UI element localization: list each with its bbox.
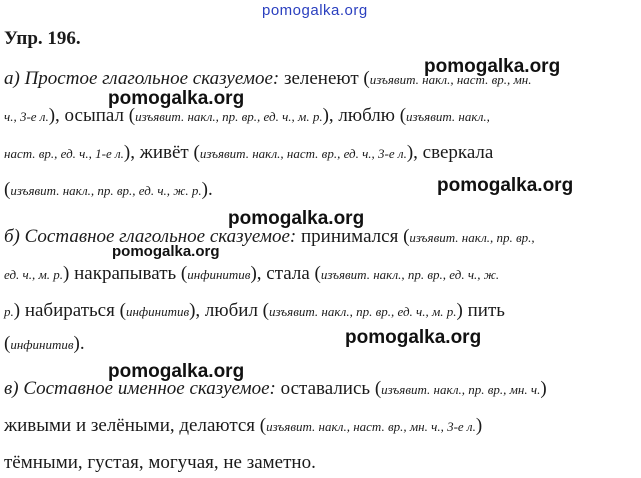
section-label-c: в) Составное именное сказуемое:: [4, 378, 276, 399]
grammar-note: изъявит. накл., пр. вр., ед. ч., ж.: [320, 267, 500, 282]
grammar-note: изъявит. накл., пр. вр., ед. ч., м. р.: [269, 304, 457, 319]
text-run: ), любил (: [189, 300, 270, 321]
watermark: pomogalka.org: [112, 243, 220, 260]
text-run: ) пить: [456, 300, 505, 321]
grammar-note: инфинитив: [187, 267, 251, 282]
text-run: зеленеют (: [279, 68, 370, 89]
text-run: ), осыпал (: [48, 105, 136, 126]
watermark-top: pomogalka.org: [262, 2, 368, 19]
grammar-note: наст. вр., ед. ч., 1-е л.: [4, 146, 124, 161]
grammar-note: ед. ч., м. р.: [4, 267, 64, 282]
text-line: [4, 329, 635, 359]
text-run: ).: [201, 179, 213, 200]
text-run: ), люблю (: [322, 105, 407, 126]
text-line: [4, 138, 635, 168]
grammar-note: ч., 3-е л.: [4, 109, 49, 124]
text-run: ): [540, 378, 547, 399]
text-run: ) набираться (: [13, 300, 126, 321]
watermark: pomogalka.org: [345, 327, 482, 348]
text-run: ): [475, 415, 483, 436]
text-run: ).: [73, 333, 85, 354]
text-run: живыми и зелёными, делаются (: [4, 415, 267, 436]
watermark: pomogalka.org: [424, 56, 561, 77]
exercise-title: Упр. 196.: [4, 28, 81, 49]
text-line: [4, 259, 635, 289]
text-line: [4, 411, 635, 441]
text-line: [4, 296, 635, 326]
grammar-note: изъявит. накл., пр. вр., ед. ч., м. р.: [135, 109, 323, 124]
text-line: [4, 374, 635, 404]
grammar-note: изъявит. накл., пр. вр., ед. ч., ж. р.: [10, 183, 202, 198]
grammar-note: инфинитив: [10, 337, 74, 352]
text-line: [4, 448, 635, 478]
grammar-note: изъявит. накл., наст. вр., мн.: [369, 72, 532, 87]
text-run: принимался (: [296, 226, 410, 247]
watermark: pomogalka.org: [437, 175, 574, 196]
text-run: (: [4, 333, 11, 354]
text-run: ), сверкала: [406, 142, 494, 163]
grammar-note: инфинитив: [125, 304, 190, 319]
grammar-note: изъявит. накл., пр. вр., мн. ч.: [381, 382, 541, 397]
text-run: ) накрапывать (: [63, 263, 188, 284]
text-run: ), стала (: [250, 263, 321, 284]
watermark: pomogalka.org: [108, 88, 245, 109]
text-line: [4, 101, 635, 131]
section-label-b: б) Составное глагольное сказуемое:: [4, 226, 297, 247]
grammar-note: р.: [4, 304, 14, 319]
grammar-note: изъявит. накл., наст. вр., мн. ч., 3-е л.: [266, 419, 476, 434]
text-run: тёмными, густая, могучая, не заметно.: [4, 452, 316, 473]
grammar-note: изъявит. накл., наст. вр., ед. ч., 3-е л.: [199, 146, 407, 161]
section-label-a: а) Простое глагольное сказуемое:: [4, 68, 280, 89]
text-run: оставались (: [275, 378, 382, 399]
grammar-note: изъявит. накл., пр. вр.,: [409, 230, 535, 245]
grammar-note: изъявит. накл.,: [406, 109, 490, 124]
text-run: ), живёт (: [123, 142, 200, 163]
watermark: pomogalka.org: [228, 208, 365, 229]
watermark: pomogalka.org: [108, 361, 245, 382]
text-run: (: [4, 179, 11, 200]
